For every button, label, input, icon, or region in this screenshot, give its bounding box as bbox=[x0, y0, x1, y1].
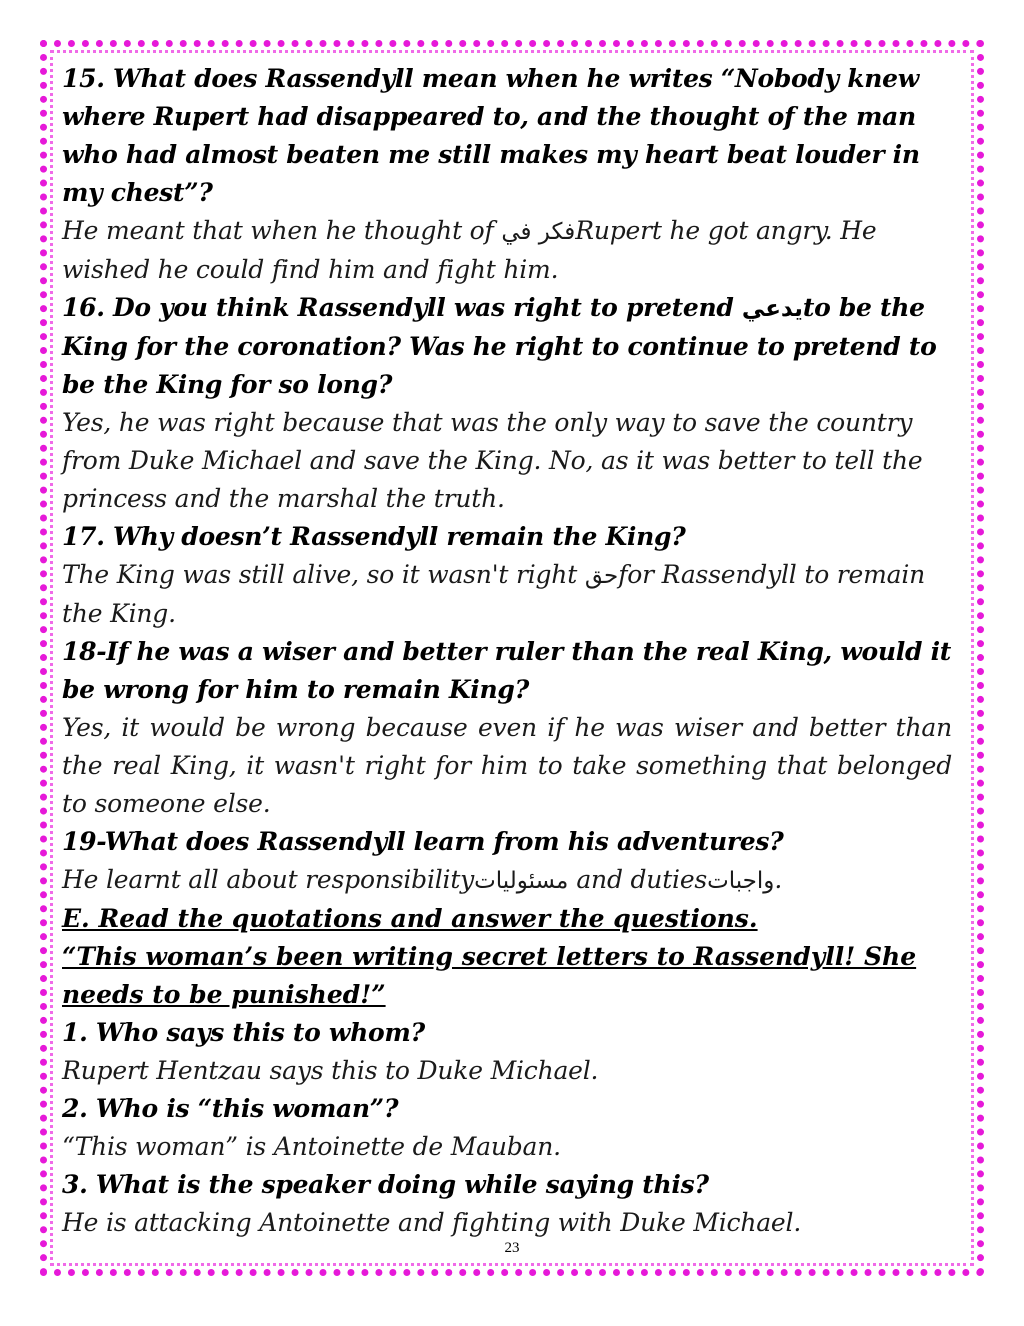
answer: Rupert Hentzau says this to Duke Michael. bbox=[62, 1056, 599, 1085]
answer: Yes, it would be wrong because even if he was wiser and better than the real King, it wasn't right for him to take something that belonged to someone else. bbox=[62, 713, 952, 818]
arabic-gloss: فكر في bbox=[501, 219, 576, 245]
text-run: and duties bbox=[568, 865, 708, 894]
text-run: He meant that when he thought of bbox=[62, 216, 502, 245]
question: 2. Who is “this woman”? bbox=[62, 1094, 399, 1123]
arabic-gloss: يدعي bbox=[741, 296, 803, 322]
answer bbox=[62, 861, 952, 900]
answer: He is attacking Antoinette and fighting with Duke Michael. bbox=[62, 1208, 802, 1237]
page-number: 23 bbox=[504, 1240, 520, 1256]
question: 19-What does Rassendyll learn from his adventures? bbox=[62, 827, 784, 856]
text-run: Rupert he got angry. He wished he could find him and fight him. bbox=[62, 216, 877, 284]
text-run: to be the King for the coronation? Was he right to continue to pretend to be the King for so long? bbox=[62, 293, 937, 399]
text-run: for Rassendyll to remain the King. bbox=[62, 560, 926, 628]
section-heading: E. Read the quotations and answer the questions. bbox=[62, 904, 758, 933]
question: 17. Why doesn’t Rassendyll remain the King? bbox=[62, 522, 686, 551]
question: 3. What is the speaker doing while saying this? bbox=[62, 1170, 709, 1199]
answer: Yes, he was right because that was the only way to save the country from Duke Michael and save the King. No, as it was better to tell the princess and the marshal the truth. bbox=[62, 408, 923, 513]
question: 1. Who says this to whom? bbox=[62, 1018, 425, 1047]
text-run: . bbox=[774, 865, 783, 894]
arabic-gloss: حق bbox=[584, 563, 619, 589]
text-run: 16. Do you think Rassendyll was right to pretend bbox=[62, 293, 742, 322]
question bbox=[62, 289, 952, 404]
arabic-gloss: واجبات bbox=[707, 868, 775, 894]
document-body bbox=[62, 60, 952, 1242]
question: 15. What does Rassendyll mean when he writes “Nobody knew where Rupert had disappeared to, and the thought of the man who had almost beaten me still makes my heart beat louder in my chest”? bbox=[62, 64, 920, 207]
text-run: The King was still alive, so it wasn't right bbox=[62, 560, 585, 589]
question: 18-If he was a wiser and better ruler than the real King, would it be wrong for him to remain King? bbox=[62, 637, 952, 704]
answer: “This woman” is Antoinette de Mauban. bbox=[62, 1132, 561, 1161]
answer bbox=[62, 556, 952, 633]
answer bbox=[62, 212, 952, 289]
section-heading: “This woman’s been writing secret letters to Rassendyll! She needs to be punished!” bbox=[62, 942, 917, 1009]
arabic-gloss: مسئوليات bbox=[474, 868, 569, 894]
text-run: He learnt all about responsibility bbox=[62, 865, 475, 894]
